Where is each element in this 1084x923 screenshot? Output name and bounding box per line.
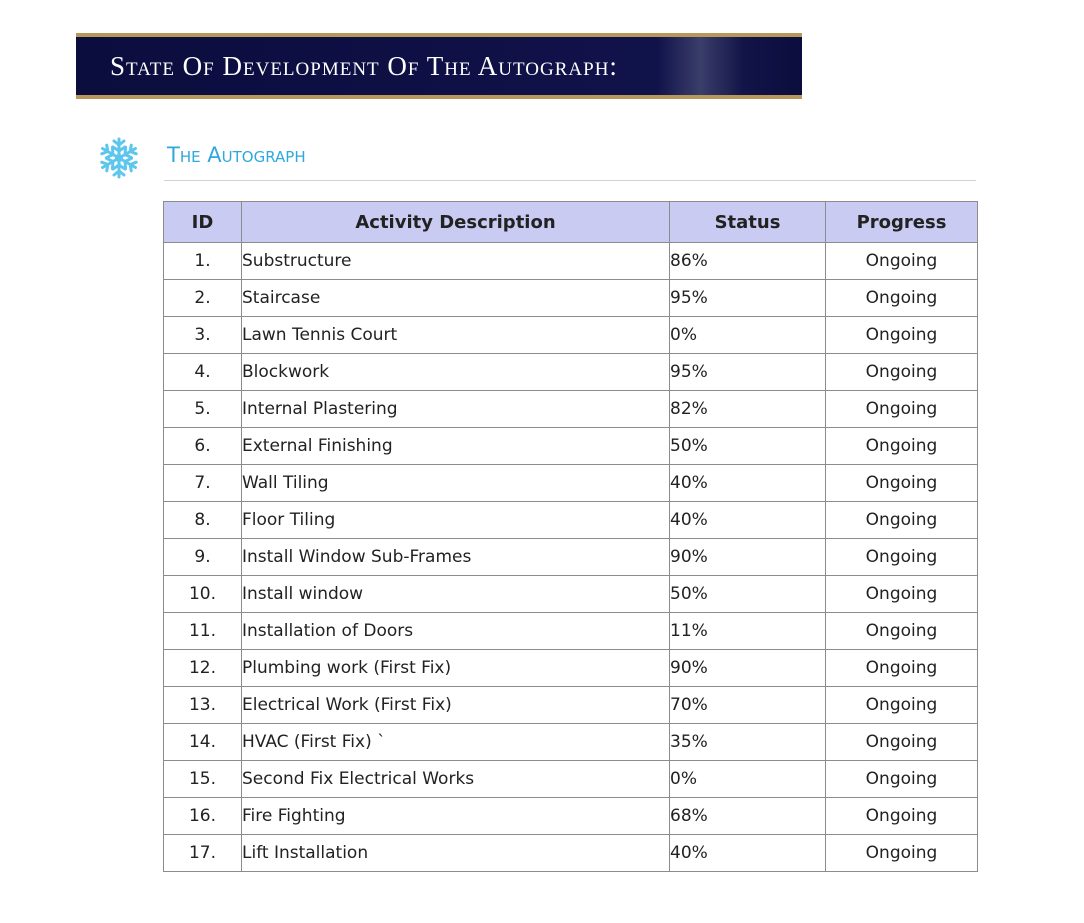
row-progress: Ongoing bbox=[826, 613, 978, 650]
row-description: Second Fix Electrical Works bbox=[242, 761, 670, 798]
row-description: Install Window Sub-Frames bbox=[242, 539, 670, 576]
table-row bbox=[164, 280, 978, 317]
row-id: 5. bbox=[164, 391, 242, 428]
table-header-row bbox=[164, 202, 978, 243]
row-status: 35% bbox=[670, 724, 826, 761]
table-row bbox=[164, 798, 978, 835]
row-status: 95% bbox=[670, 280, 826, 317]
banner-title: State Of Development Of The Autograph: bbox=[110, 51, 618, 81]
row-description: Internal Plastering bbox=[242, 391, 670, 428]
row-progress: Ongoing bbox=[826, 428, 978, 465]
row-id: 12. bbox=[164, 650, 242, 687]
row-description: Floor Tiling bbox=[242, 502, 670, 539]
row-progress: Ongoing bbox=[826, 687, 978, 724]
row-progress: Ongoing bbox=[826, 317, 978, 354]
row-description: Installation of Doors bbox=[242, 613, 670, 650]
row-status: 82% bbox=[670, 391, 826, 428]
row-status: 90% bbox=[670, 539, 826, 576]
row-status: 40% bbox=[670, 465, 826, 502]
table-row bbox=[164, 354, 978, 391]
row-description: Electrical Work (First Fix) bbox=[242, 687, 670, 724]
row-id: 14. bbox=[164, 724, 242, 761]
table-row bbox=[164, 428, 978, 465]
row-status: 50% bbox=[670, 428, 826, 465]
row-description: Blockwork bbox=[242, 354, 670, 391]
row-status: 40% bbox=[670, 835, 826, 872]
row-status: 0% bbox=[670, 317, 826, 354]
header-progress: Progress bbox=[826, 202, 978, 243]
table-row bbox=[164, 613, 978, 650]
row-id: 13. bbox=[164, 687, 242, 724]
row-id: 4. bbox=[164, 354, 242, 391]
table-row bbox=[164, 317, 978, 354]
table-row bbox=[164, 465, 978, 502]
row-id: 6. bbox=[164, 428, 242, 465]
snowflake-icon bbox=[97, 136, 141, 180]
table-row bbox=[164, 761, 978, 798]
section-title: The Autograph bbox=[167, 143, 306, 167]
row-description: Plumbing work (First Fix) bbox=[242, 650, 670, 687]
row-progress: Ongoing bbox=[826, 243, 978, 280]
table-row bbox=[164, 835, 978, 872]
row-id: 9. bbox=[164, 539, 242, 576]
table-row bbox=[164, 243, 978, 280]
row-id: 10. bbox=[164, 576, 242, 613]
table-row bbox=[164, 391, 978, 428]
row-progress: Ongoing bbox=[826, 761, 978, 798]
row-description: Fire Fighting bbox=[242, 798, 670, 835]
row-progress: Ongoing bbox=[826, 835, 978, 872]
row-id: 1. bbox=[164, 243, 242, 280]
row-status: 70% bbox=[670, 687, 826, 724]
row-status: 11% bbox=[670, 613, 826, 650]
row-description: Lift Installation bbox=[242, 835, 670, 872]
row-status: 50% bbox=[670, 576, 826, 613]
header-status: Status bbox=[670, 202, 826, 243]
row-description: Wall Tiling bbox=[242, 465, 670, 502]
title-banner bbox=[76, 33, 802, 99]
row-description: External Finishing bbox=[242, 428, 670, 465]
row-id: 15. bbox=[164, 761, 242, 798]
row-progress: Ongoing bbox=[826, 391, 978, 428]
row-progress: Ongoing bbox=[826, 650, 978, 687]
row-progress: Ongoing bbox=[826, 502, 978, 539]
row-id: 16. bbox=[164, 798, 242, 835]
table-row bbox=[164, 576, 978, 613]
row-id: 7. bbox=[164, 465, 242, 502]
table-row bbox=[164, 539, 978, 576]
row-progress: Ongoing bbox=[826, 724, 978, 761]
row-description: Substructure bbox=[242, 243, 670, 280]
row-progress: Ongoing bbox=[826, 539, 978, 576]
row-progress: Ongoing bbox=[826, 465, 978, 502]
development-table bbox=[163, 201, 978, 872]
section-divider bbox=[164, 180, 976, 181]
table-row bbox=[164, 502, 978, 539]
row-id: 3. bbox=[164, 317, 242, 354]
table-row bbox=[164, 687, 978, 724]
row-description: Staircase bbox=[242, 280, 670, 317]
row-progress: Ongoing bbox=[826, 798, 978, 835]
row-description: HVAC (First Fix) ` bbox=[242, 724, 670, 761]
header-id: ID bbox=[164, 202, 242, 243]
row-status: 95% bbox=[670, 354, 826, 391]
row-description: Install window bbox=[242, 576, 670, 613]
row-id: 8. bbox=[164, 502, 242, 539]
row-id: 17. bbox=[164, 835, 242, 872]
row-id: 11. bbox=[164, 613, 242, 650]
table-row bbox=[164, 724, 978, 761]
row-status: 90% bbox=[670, 650, 826, 687]
row-status: 40% bbox=[670, 502, 826, 539]
row-id: 2. bbox=[164, 280, 242, 317]
table-row bbox=[164, 650, 978, 687]
row-status: 0% bbox=[670, 761, 826, 798]
row-progress: Ongoing bbox=[826, 354, 978, 391]
row-progress: Ongoing bbox=[826, 576, 978, 613]
row-description: Lawn Tennis Court bbox=[242, 317, 670, 354]
row-progress: Ongoing bbox=[826, 280, 978, 317]
row-status: 68% bbox=[670, 798, 826, 835]
row-status: 86% bbox=[670, 243, 826, 280]
header-description: Activity Description bbox=[242, 202, 670, 243]
